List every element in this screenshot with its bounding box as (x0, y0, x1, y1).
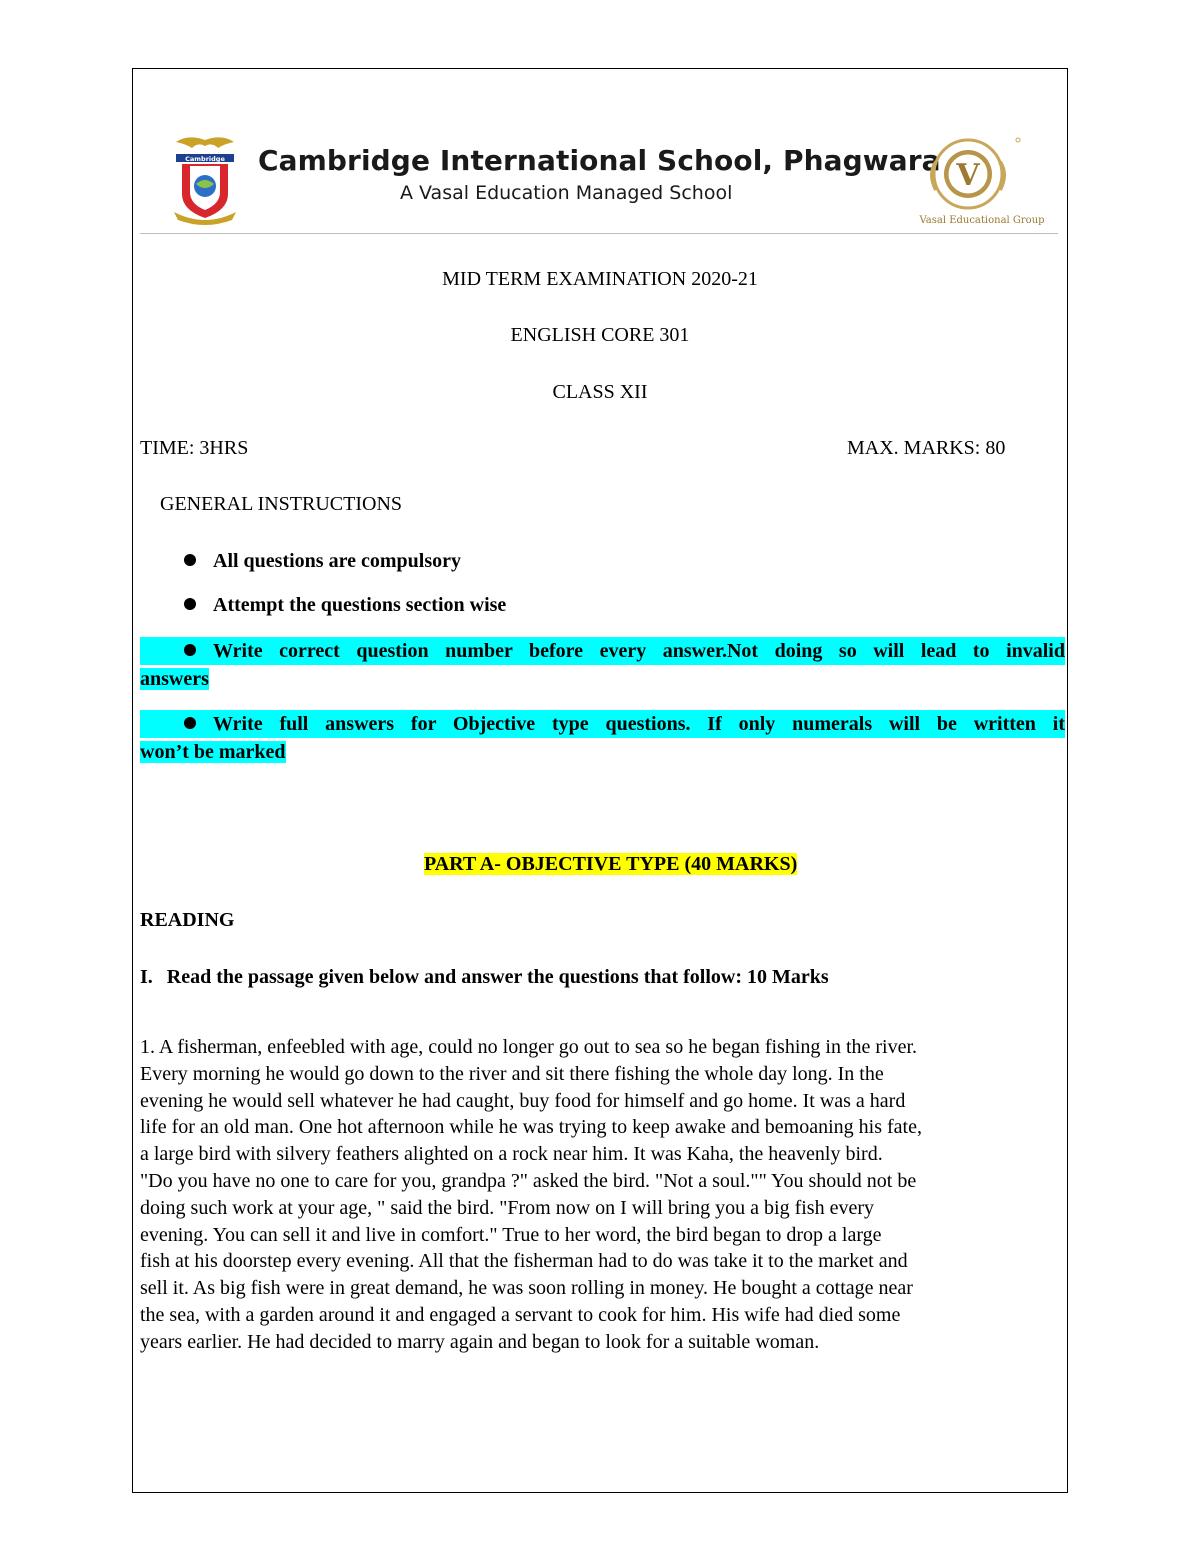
passage-line: fish at his doorstep every evening. All that the fisherman had to do was take it to the market and (140, 1250, 908, 1273)
highlighted-instruction-line2: won’t be marked (140, 741, 286, 763)
highlighted-instruction-line2: answers (140, 668, 209, 690)
header-divider (140, 233, 1058, 234)
bullet-icon (184, 554, 196, 566)
reading-passage (140, 1034, 1065, 1356)
crest-label: Cambridge (185, 155, 225, 163)
vasal-group-logo (918, 132, 1048, 228)
highlighted-instruction-line1: Write full answers for Objective type questions. If only numerals will be written it (213, 713, 1065, 735)
bullet-icon (184, 598, 196, 610)
highlighted-instruction (140, 710, 1065, 766)
passage-line: Every morning he would go down to the river and sit there fishing the whole day long. In the (140, 1062, 884, 1085)
passage-line: evening he would sell whatever he had caught, buy food for himself and go home. It was a hard (140, 1089, 906, 1112)
passage-line: sell it. As big fish were in great demand, he was soon rolling in money. He bought a cottage near (140, 1277, 913, 1300)
school-name: Cambridge International School, Phagwara (258, 144, 941, 177)
exam-class: CLASS XII (552, 381, 648, 403)
passage-line: 1. A fisherman, enfeebled with age, could no longer go out to sea so he began fishing in the river. (140, 1036, 918, 1058)
passage-line: doing such work at your age, " said the bird. "From now on I will bring you a big fish every (140, 1196, 874, 1219)
bullet-icon (184, 717, 196, 729)
instruction-item (184, 594, 506, 617)
question-text: Read the passage given below and answer the questions that follow: 10 Marks (166, 966, 829, 988)
school-subtitle: A Vasal Education Managed School (400, 182, 733, 204)
instruction-text: All questions are compulsory (213, 550, 461, 572)
exam-max-marks: MAX. MARKS: 80 (847, 437, 1006, 459)
section-heading: READING (140, 909, 235, 931)
part-a-heading-text: PART A- OBJECTIVE TYPE (40 MARKS) (424, 853, 798, 875)
cambridge-crest-logo (168, 132, 242, 228)
exam-title: MID TERM EXAMINATION 2020-21 (442, 268, 758, 290)
passage-line: a large bird with silvery feathers alighted on a rock near him. It was Kaha, the heavenly bird. (140, 1143, 883, 1166)
instruction-item (184, 550, 461, 573)
exam-subject: ENGLISH CORE 301 (510, 324, 690, 346)
bullet-icon (184, 644, 196, 656)
exam-time: TIME: 3HRS (140, 437, 249, 459)
passage-line: years earlier. He had decided to marry again and began to look for a suitable woman. (140, 1330, 820, 1353)
highlighted-instruction-line1: Write correct question number before every answer.Not doing so will lead to invalid (213, 640, 1065, 662)
instructions-heading: GENERAL INSTRUCTIONS (160, 493, 403, 515)
passage-line: life for an old man. One hot afternoon while he was trying to keep awake and bemoaning his fate, (140, 1116, 922, 1139)
question-number: I. (140, 966, 153, 988)
passage-line: the sea, with a garden around it and engaged a servant to cook for him. His wife had died some (140, 1303, 901, 1326)
passage-line: "Do you have no one to care for you, grandpa ?" asked the bird. "Not a soul."" You should not be (140, 1169, 917, 1192)
highlighted-instruction (140, 637, 1065, 693)
instruction-text: Attempt the questions section wise (213, 594, 507, 616)
passage-line: evening. You can sell it and live in comfort." True to her word, the bird began to drop a large (140, 1223, 882, 1246)
question-heading (140, 966, 829, 989)
vasal-group-label: Vasal Educational Group (919, 215, 1045, 226)
vasal-v-letter: V (956, 158, 980, 193)
part-a-heading (424, 853, 797, 876)
